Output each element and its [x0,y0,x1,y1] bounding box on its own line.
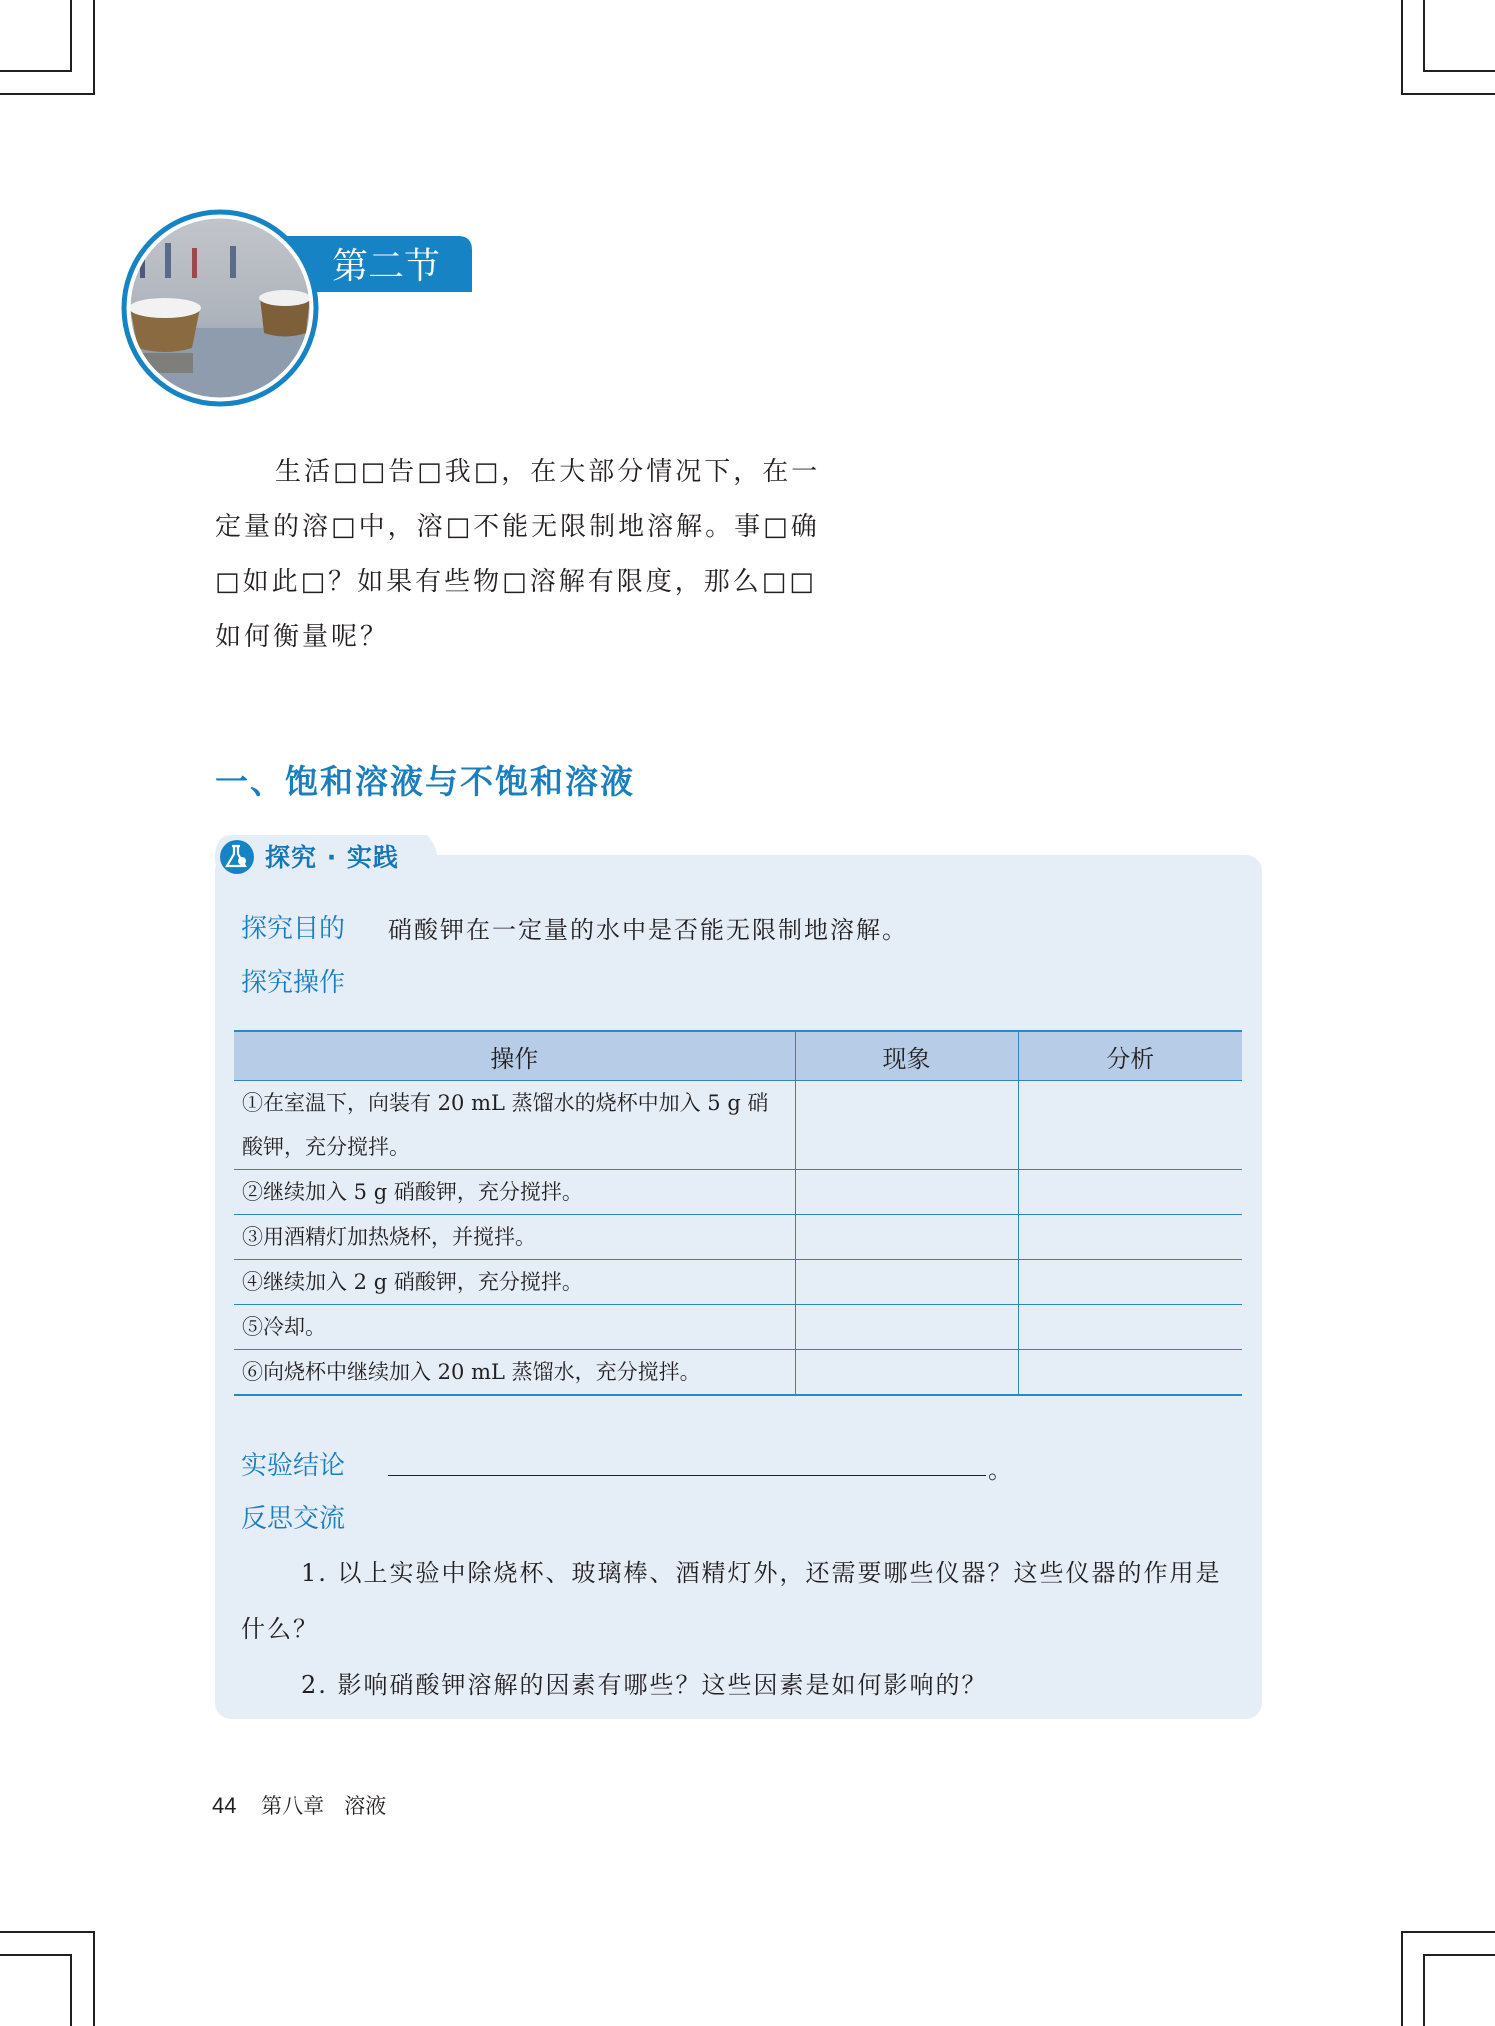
analysis-cell [1018,1081,1242,1170]
phenomenon-cell [795,1260,1018,1305]
purpose-text: 硝酸钾在一定量的水中是否能无限制地溶解。 [388,916,908,944]
operations-table [234,1030,1242,1396]
analysis-cell [1018,1350,1242,1396]
intro-paragraph [215,445,840,665]
flask-magnifier-icon [220,840,254,874]
operation-cell: ②继续加入 5 g 硝酸钾，充分搅拌。 [234,1170,795,1215]
page-footer [212,1790,386,1820]
conclusion-end: 。 [988,1456,1014,1484]
table-row [234,1260,1242,1305]
reflection-question: 1. 以上实验中除烧杯、玻璃棒、酒精灯外，还需要哪些仪器？这些仪器的作用是什么？ [241,1559,1222,1643]
phenomenon-cell [795,1215,1018,1260]
operation-label: 探究操作 [241,968,346,998]
section-header [120,208,480,408]
purpose-label: 探究目的 [241,914,346,944]
table-row [234,1081,1242,1170]
crop-mark [93,1931,95,2026]
operation-cell: ④继续加入 2 g 硝酸钾，充分搅拌。 [234,1260,795,1305]
phenomenon-cell [795,1350,1018,1396]
section-title: 一、饱和溶液与不饱和溶液 [215,762,635,801]
page-number: 44 [212,1793,237,1818]
table-row [234,1350,1242,1396]
reflection-label: 反思交流 [241,1504,346,1534]
crop-mark [1423,1954,1425,2026]
table-row [234,1305,1242,1350]
analysis-cell [1018,1260,1242,1305]
conclusion-blank [388,1475,986,1476]
operation-cell: ①在室温下，向装有 20 mL 蒸馏水的烧杯中加入 5 g 硝酸钾，充分搅拌。 [234,1081,795,1170]
operation-cell: ③用酒精灯加热烧杯，并搅拌。 [234,1215,795,1260]
crop-mark [1401,1931,1495,1933]
analysis-cell [1018,1305,1242,1350]
crop-mark [0,93,95,95]
table-row [234,1170,1242,1215]
crop-mark [1401,0,1403,95]
crop-mark [1423,70,1495,72]
intro-text: 生活□□告□我□，在大部分情况下，在一定量的溶□中，溶□不能无限制地溶解。事□确□如此□？如果有些物□溶解有限度，那么□□如何衡量呢？ [215,457,821,652]
crop-mark [1423,1954,1495,1956]
crop-mark [70,1954,72,2026]
operation-cell: ⑤冷却。 [234,1305,795,1350]
phenomenon-cell [795,1170,1018,1215]
crop-mark [0,1931,95,1933]
section-badge: 第二节 [332,246,441,287]
column-header-phenomenon: 现象 [795,1031,1018,1081]
activity-tag-label: 探究 · 实践 [265,843,399,872]
table-header-row [234,1031,1242,1081]
crop-mark [1401,93,1495,95]
crop-mark [1423,0,1425,72]
crop-mark [1401,1931,1403,2026]
conclusion-label: 实验结论 [241,1451,346,1481]
chapter-title: 第八章 溶液 [261,1794,387,1818]
analysis-cell [1018,1170,1242,1215]
crop-mark [0,1954,72,1956]
table-row [234,1215,1242,1260]
operation-cell: ⑥向烧杯中继续加入 20 mL 蒸馏水，充分搅拌。 [234,1350,795,1396]
analysis-cell [1018,1215,1242,1260]
crop-mark [93,0,95,95]
column-header-analysis: 分析 [1018,1031,1242,1081]
phenomenon-cell [795,1305,1018,1350]
phenomenon-cell [795,1081,1018,1170]
reflection-question: 2. 影响硝酸钾溶解的因素有哪些？这些因素是如何影响的？ [301,1671,988,1699]
crop-mark [70,0,72,72]
crop-mark [0,70,72,72]
column-header-operation: 操作 [234,1031,795,1081]
